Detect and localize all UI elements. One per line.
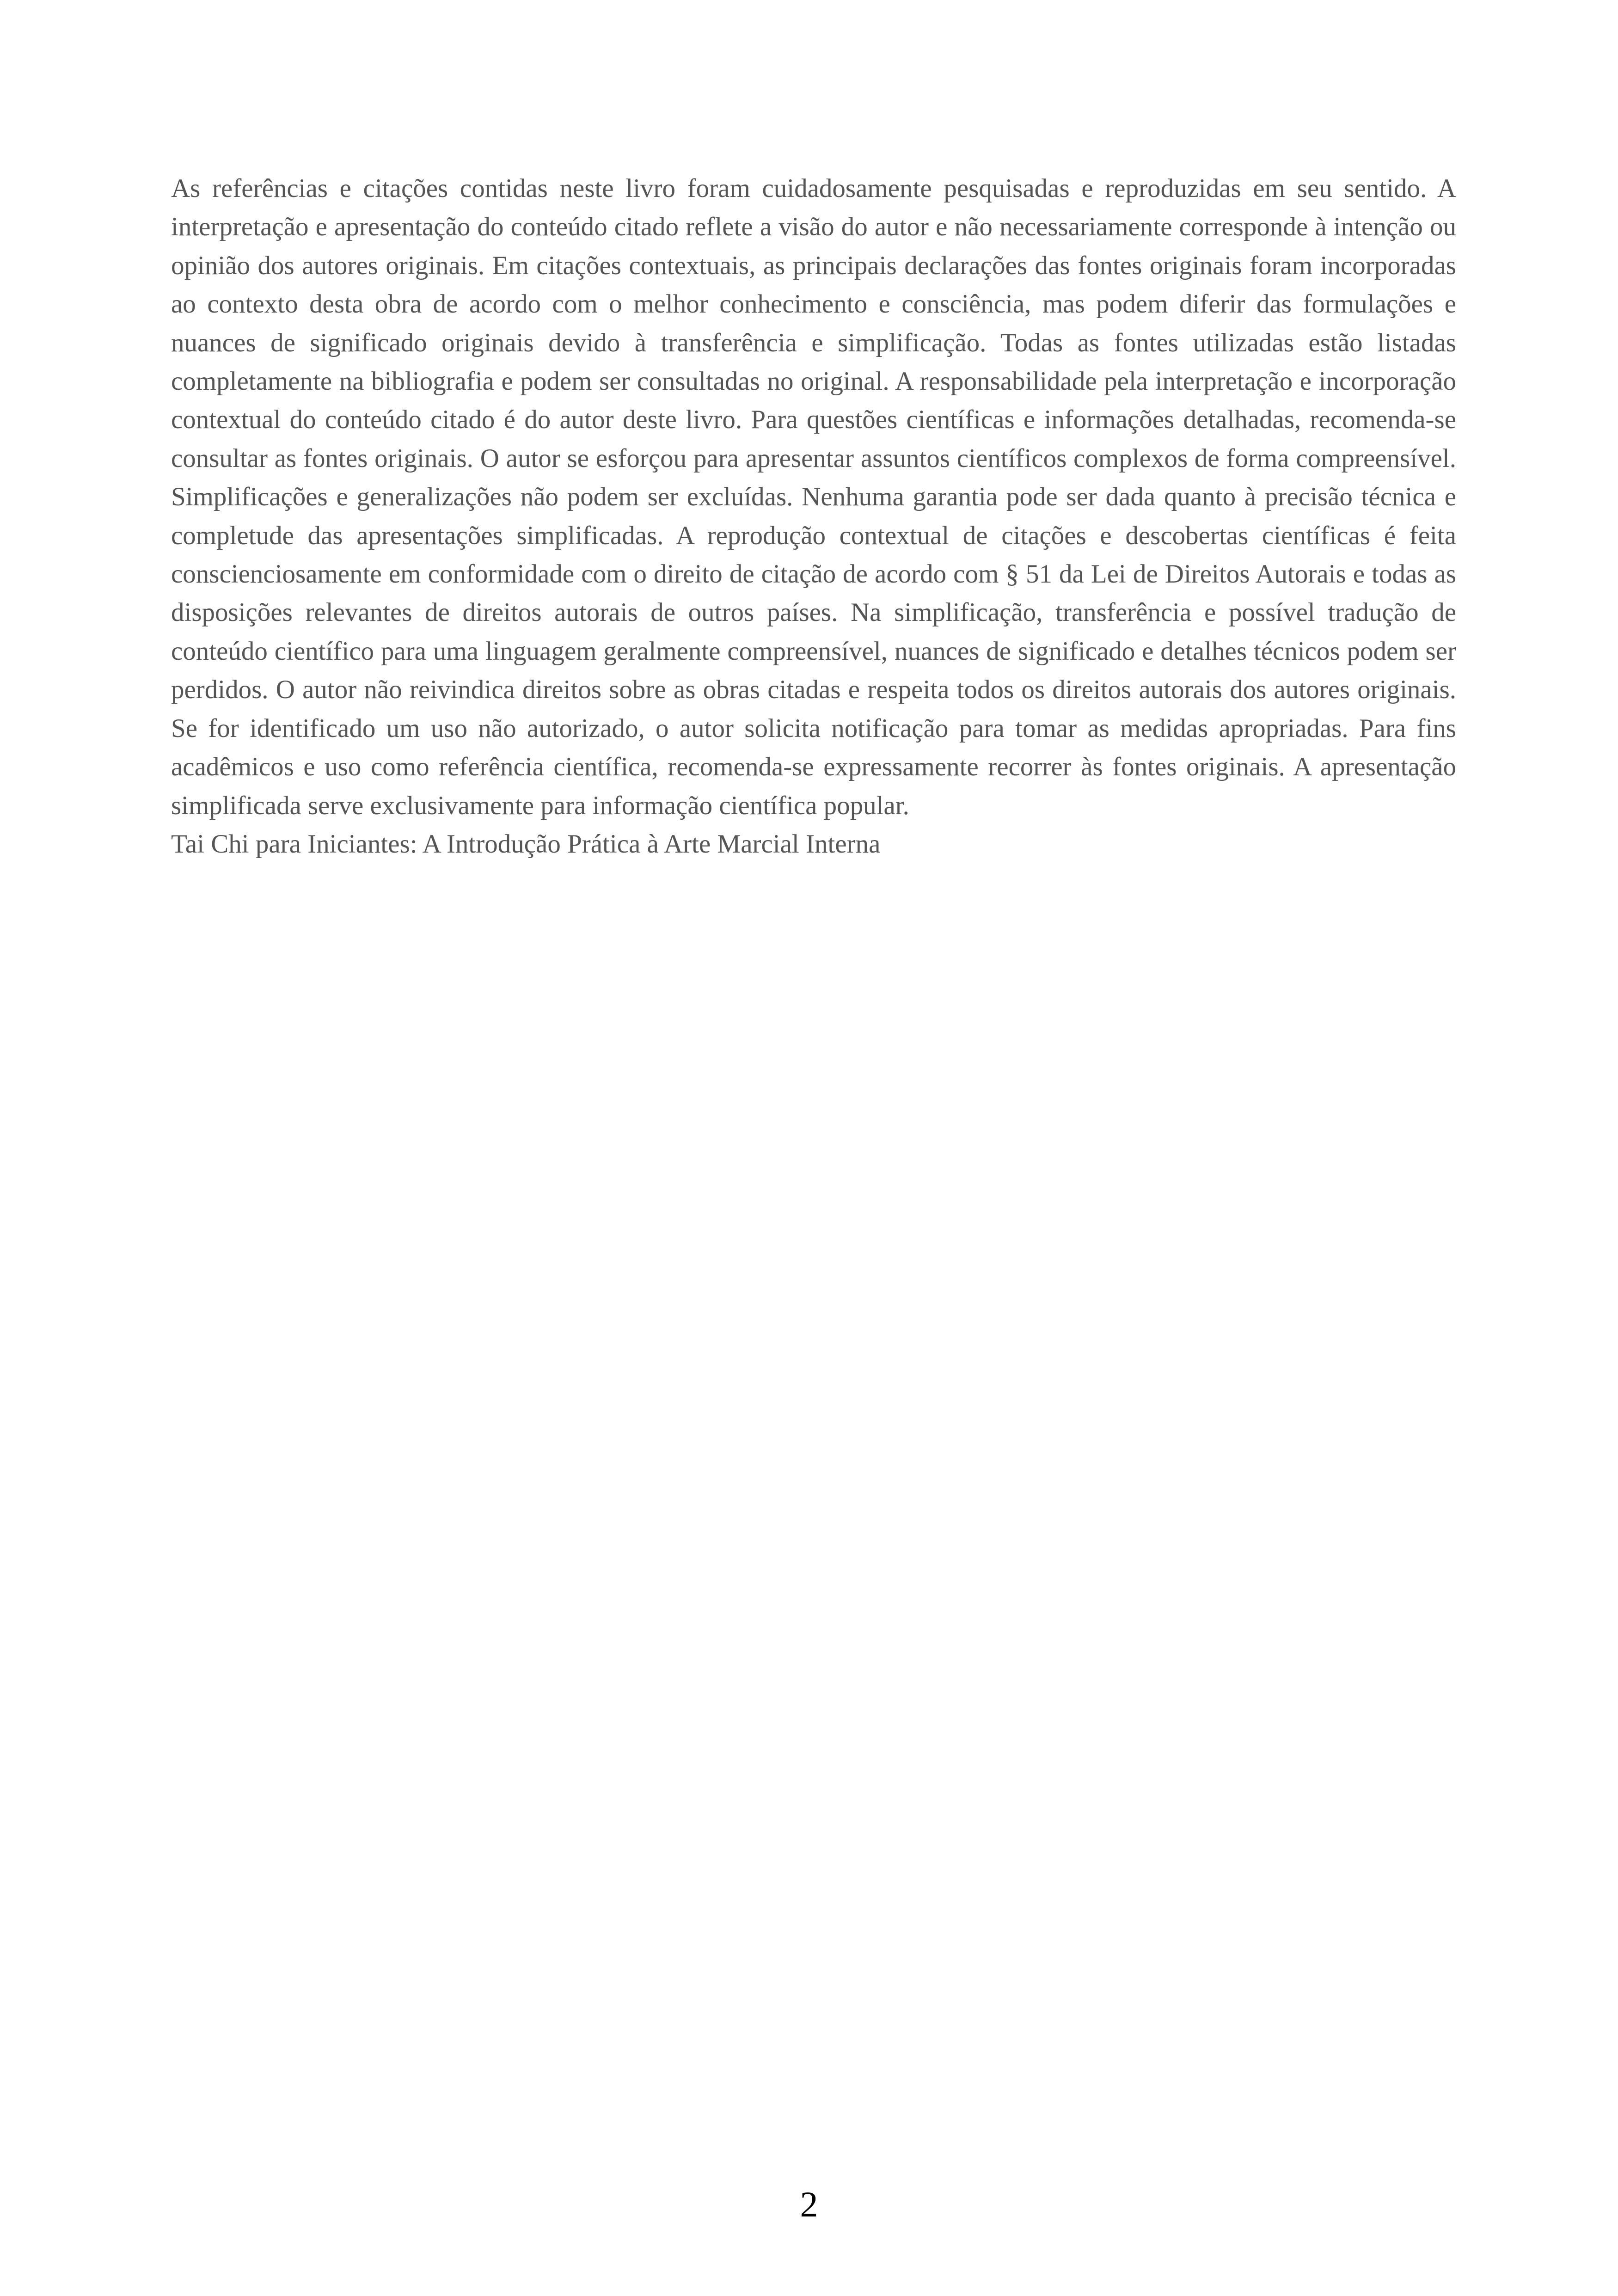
page-content [171,169,1456,863]
book-title: Tai Chi para Iniciantes: A Introdução Prática à Arte Marcial Interna [171,829,881,859]
page-number: 2 [800,2184,818,2224]
disclaimer-paragraph: As referências e citações contidas neste livro foram cuidadosamente pesquisadas e reproduzidas em seu sentido. A interpretação e apresentação do conteúdo citado reflete a visão do autor e não necessariamente corresponde à intenção ou opinião dos autores originais. Em citações contextuais, as principais declarações das fontes originais foram incorporadas ao contexto desta obra de acordo com o melhor conhecimento e consciência, mas podem diferir das formulações e nuances de significado originais devido à transferência e simplificação. Todas as fontes utilizadas estão listadas completamente na bibliografia e podem ser consultadas no original. A responsabilidade pela interpretação e incorporação contextual do conteúdo citado é do autor deste livro. Para questões científicas e informações detalhadas, recomenda-se consultar as fontes originais. O autor se esforçou para apresentar assuntos científicos complexos de forma compreensível. Simplificações e generalizações não podem ser excluídas. Nenhuma garantia pode ser dada quanto à precisão técnica e completude das apresentações simplificadas. A reprodução contextual de citações e descobertas científicas é feita conscienciosamente em conformidade com o direito de citação de acordo com § 51 da Lei de Direitos Autorais e todas as disposições relevantes de direitos autorais de outros países. Na simplificação, transferência e possível tradução de conteúdo científico para uma linguagem geralmente compreensível, nuances de significado e detalhes técnicos podem ser perdidos. O autor não reivindica direitos sobre as obras citadas e respeita todos os direitos autorais dos autores originais. Se for identificado um uso não autorizado, o autor solicita notificação para tomar as medidas apropriadas. Para fins acadêmicos e uso como referência científica, recomenda-se expressamente recorrer às fontes originais. A apresentação simplificada serve exclusivamente para informação científica popular. [171,174,1456,820]
